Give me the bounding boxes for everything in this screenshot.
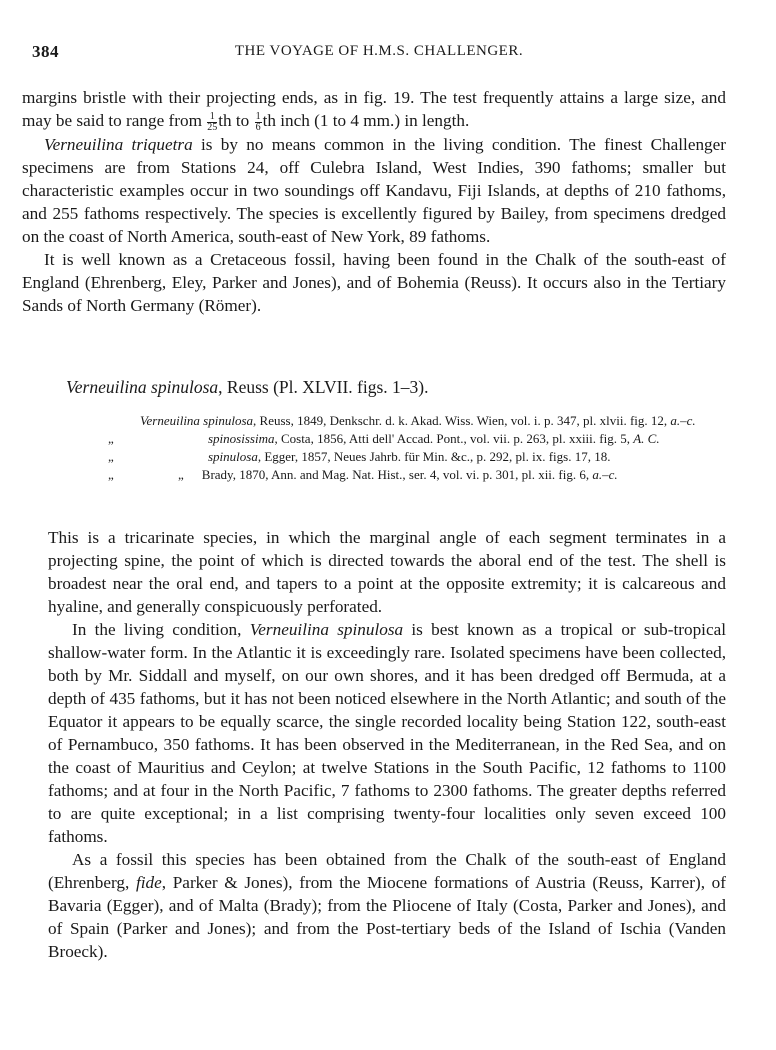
synonymy-entry bbox=[108, 448, 724, 466]
species-heading bbox=[66, 377, 428, 398]
fide-italic: fide bbox=[135, 873, 162, 892]
paragraph-4-text: This is a tricarinate species, in which the marginal angle of each segment terminates in a projecting spine, the point of which is directed towards the aboral end of the test. The shell is broadest near the oral end, and tapers to a point at the opposite extremity; it is calcareous and hyaline, and generally conspicuously perforated. bbox=[48, 528, 726, 616]
synonymy-list bbox=[108, 412, 724, 484]
paragraph-5 bbox=[48, 618, 726, 848]
synonymy-entry bbox=[108, 466, 724, 484]
species-name-italic: Verneuilina triquetra bbox=[44, 134, 193, 154]
synonymy-citation: , Reuss, 1849, Denkschr. d. k. Akad. Wiss. Wien, vol. i. p. 347, pl. xlvii. fig. 12, bbox=[253, 413, 671, 428]
ditto-mark: „ bbox=[108, 467, 114, 482]
fraction-1-6 bbox=[255, 112, 262, 133]
paragraph-2-text: is by no means common in the living condition. The finest Challenger specimens are from Stations 24, off Culebra Island, West Indies, 390 fathoms; smaller but characteristic examples occur in two soundings off Kandavu, Fiji Islands, at depths of 210 fathoms, and 255 fathoms respectively. The species is excellently figured by Bailey, from specimens dredged on the coast of North America, south-east of New York, 89 fathoms. bbox=[22, 134, 726, 246]
paragraph-5-text-a: In the living condition, bbox=[72, 620, 250, 639]
body-text-top bbox=[22, 86, 726, 317]
paragraph-1-text-c: th inch (1 to 4 mm.) in length. bbox=[262, 111, 470, 130]
paragraph-1 bbox=[22, 86, 726, 133]
synonymy-taxon: Verneuilina spinulosa bbox=[140, 413, 254, 428]
ditto-mark-second: „ bbox=[178, 467, 184, 482]
fraction-denominator: 25 bbox=[207, 121, 218, 133]
synonymy-tail: a.–c. bbox=[592, 467, 618, 482]
paragraph-6 bbox=[48, 848, 726, 963]
paragraph-3 bbox=[22, 248, 726, 317]
paragraph-4 bbox=[48, 526, 726, 618]
synonymy-taxon: spinulosa bbox=[208, 449, 258, 464]
species-heading-authority: , Reuss (Pl. XLVII. figs. 1–3). bbox=[218, 377, 429, 397]
paragraph-2 bbox=[22, 133, 726, 248]
synonymy-entry bbox=[108, 430, 724, 448]
synonymy-entry bbox=[140, 412, 724, 430]
fraction-denominator: 6 bbox=[255, 121, 261, 133]
synonymy-tail: a.–c. bbox=[670, 413, 696, 428]
synonymy-tail: A. C. bbox=[633, 431, 660, 446]
paragraph-6-text-b: , Parker & Jones), from the Miocene formations of Austria (Reuss, Karrer), of Bavaria (Egger), and of Malta (Brady); from the Pliocene of Italy (Costa, Parker and Jones), and of Spain (Parker and Jones); and from the Post-tertiary beds of the Island of Ischia (Vanden Broeck). bbox=[48, 873, 726, 961]
fraction-1-25 bbox=[207, 112, 217, 133]
synonymy-taxon: spinosissima bbox=[208, 431, 275, 446]
fraction-numerator: 1 bbox=[207, 112, 217, 123]
page-number: 384 bbox=[32, 42, 59, 61]
fraction-numerator: 1 bbox=[255, 110, 261, 122]
paragraph-1-text-a: margins bristle with their projecting ends, as in fig. 19. The test frequently attains a large size, and may be said to range from bbox=[22, 88, 726, 130]
synonymy-citation: , Costa, 1856, Atti dell' Accad. Pont., vol. vii. p. 263, pl. xxiii. fig. 5, bbox=[274, 431, 634, 446]
paragraph-3-text: It is well known as a Cretaceous fossil, having been found in the Chalk of the south-east of England (Ehrenberg, Eley, Parker and Jones), and of Bohemia (Reuss). It occurs also in the Tertiary Sands of North Germany (Römer). bbox=[22, 249, 726, 315]
species-heading-name: Verneuilina spinulosa bbox=[66, 377, 219, 397]
synonymy-citation: , Egger, 1857, Neues Jahrb. für Min. &c., p. 292, pl. ix. figs. 17, 18. bbox=[257, 449, 611, 464]
species-name-italic: Verneuilina spinulosa bbox=[249, 620, 404, 639]
paragraph-5-text-b: is best known as a tropical or sub-tropical shallow-water form. In the Atlantic it is exceedingly rare. Isolated specimens have been collected, both by Mr. Siddall and myself, on our own shores, and it has been dredged off Bermuda, at a depth of 435 fathoms, but it has not been noticed elsewhere in the North Atlantic; and south of the Equator it appears to be equally scarce, the single recorded locality being Station 122, south-east of Pernambuco, 350 fathoms. It has been observed in the Mediterranean, in the Red Sea, and on the coast of Mauritius and Ceylon; at twelve Stations in the South Pacific, 12 fathoms to 1100 fathoms; and at four in the North Pacific, 7 fathoms to 2300 fathoms. The greater depths referred to are quite exceptional; in a list comprising twenty-four localities only seven exceed 100 fathoms. bbox=[48, 620, 726, 846]
synonymy-citation: Brady, 1870, Ann. and Mag. Nat. Hist., ser. 4, vol. vi. p. 301, pl. xii. fig. 6, bbox=[201, 467, 593, 482]
ditto-mark: „ bbox=[108, 449, 114, 464]
page-header bbox=[32, 42, 726, 66]
paragraph-1-text-b: th to bbox=[218, 111, 254, 130]
ditto-mark: „ bbox=[108, 431, 114, 446]
body-text-bottom bbox=[48, 526, 726, 963]
paragraph-6-text-a: As a fossil this species has been obtained from the Chalk of the south-east of England (Ehrenberg, bbox=[48, 850, 726, 892]
running-title: THE VOYAGE OF H.M.S. CHALLENGER. bbox=[234, 43, 524, 59]
